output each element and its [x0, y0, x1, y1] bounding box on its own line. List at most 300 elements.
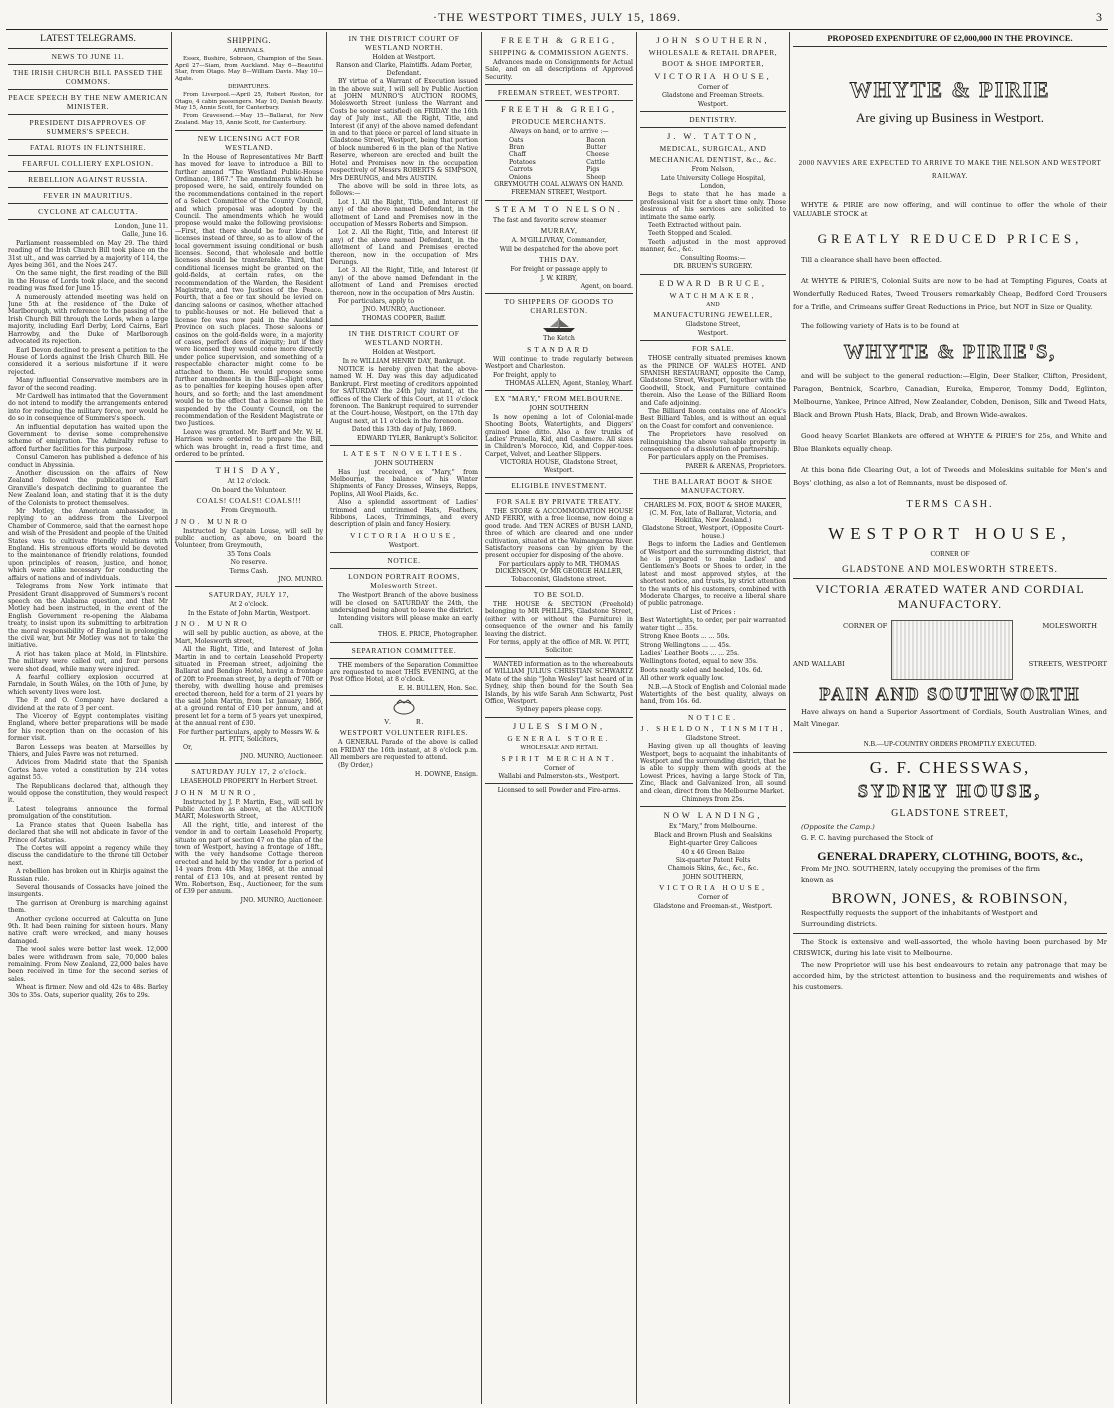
divider	[485, 293, 633, 294]
divider	[330, 642, 478, 643]
produce-item: Cheese	[586, 151, 609, 159]
ad-line: STREETS, WESTPORT	[1028, 659, 1107, 668]
divider	[330, 325, 478, 326]
ad-heading: THIS DAY.	[539, 255, 579, 265]
telegram-paragraph: Mr Cardwell has intimated that the Government do not intend to modify the arrangements entered into for reducing the military force, nor would he do so in consequence of Summers's speech.	[8, 392, 168, 423]
ad-text: Will continue to trade regularly between Westport and Charleston.	[485, 355, 633, 371]
ad-heading: N.B.—UP-COUNTRY ORDERS PROMPTLY EXECUTED.	[863, 739, 1037, 748]
masthead	[0, 8, 1114, 30]
ad-text: The Proprietors have resolved on relinquishing the above valuable property in consequence of a dissolution of partnership.	[640, 431, 786, 453]
telegram-headline: PRESIDENT DISAPPROVES OF SUMMERS'S SPEECH.	[29, 118, 147, 136]
ad-heading: NOW LANDING,	[663, 810, 763, 821]
ad-heading: WESTPORT VOLUNTEER RIFLES.	[339, 728, 469, 738]
ad-line: From Nelson,	[691, 166, 735, 174]
telegram-paragraph: Many influential Conservative members are in favor of the second reading.	[8, 377, 168, 392]
ad-line: MOLESWORTH	[1042, 621, 1097, 630]
ad-heading: TO BE SOLD.	[533, 590, 585, 600]
arrivals-text: Essex, Bushire, Sobraon, Champion of the Seas. April 27—Siam, from Auckland. May 6—Beautiful Star, from Otago. May 8—William Davis. May 10—Agate.	[175, 55, 323, 83]
ad-line: CHARLES M. FOX, BOOT & SHOE MAKER, (C. M. Fox, late of Ballarat, Victoria, and Hokitika, New Zealand.)	[643, 502, 783, 525]
ad-line: DR. BRUEN'S SURGERY.	[673, 263, 753, 271]
ad-heading: THE BALLARAT BOOT & SHOE MANUFACTORY.	[653, 477, 773, 496]
divider	[8, 203, 168, 204]
ad-heading: JULES SIMON,	[512, 720, 606, 731]
price-item: Strong Knee Boots ... ... 50s.	[640, 633, 730, 641]
produce-item: Potatoes	[509, 158, 536, 166]
price-item: Boots neatly soled and heeled, 10s. 6d.	[640, 666, 763, 674]
ad-line: At 2 o'clock.	[229, 601, 269, 609]
divider	[8, 187, 168, 188]
ship-icon	[539, 317, 579, 333]
ad-text: At WHYTE & PIRIE'S, Colonial Suits are now to be had at Tempting Figures, Coats at Wonderfully Reduced Rates, Tweed Trousers remarkably Cheap, Bedford Cord Trousers for a Trifle, and Crimeans suffer Great Reductions in Price, but NOT in Size or Quality.	[793, 277, 1107, 312]
ad-text: Begs to inform the Ladies and Gentlemen of Westport and the surrounding district, that he is prepared to make Ladies' and Gentlemen's Boots or Shoes to order, in the latest and most approved styles, at the shortest notice, and trusts, by strict attention to the wants of his customers, combined with Moderate Charges, to receive a liberal share of public patronage.	[640, 541, 786, 608]
ad-heading: SPIRIT MERCHANT.	[501, 753, 617, 763]
ad-line: Consulting Rooms:—	[680, 254, 746, 262]
price-item: Ladies' Leather Boots ... ... 25s.	[640, 649, 740, 657]
ad-line: Will be despatched for the above port	[499, 245, 619, 253]
ad-heading: EX "MARY," FROM MELBOURNE.	[494, 394, 624, 404]
ad-heading: LONDON PORTRAIT ROOMS, Molesworth Street.	[348, 572, 460, 591]
ad-text: and will be subject to the general reduction:—Elgin, Deer Stalker, Clifton, President, Paragon, Bentnick, Scarbro, Canadian, Eureka, Emperor, Tommy Dodd, Eglinton, Melbourne, Yankee, Prince Alfred, New Zealander, Cobden, Denison, Silk and Tweed Hats, Black and Brown Plush Hats, Black, Drab, and Brown Wide-awakes.	[793, 371, 1107, 419]
ad-text: Begs to state that he has made a professional visit for a short time only. Those desirous of his services are solicited to intimate the same early.	[640, 191, 786, 221]
produce-item: Cattle	[586, 158, 606, 166]
ad-heading: MECHANICAL DENTIST, &c., &c.	[649, 155, 777, 165]
telegram-paragraph: Parliament reassembled on May 29. The third reading of the Irish Church Bill took place on the 31st ult., and was carried by a majority of 114, the Ayes being 361, and the Noes 247.	[8, 239, 168, 270]
ad-heading: WHOLESALE & RETAIL DRAPER,	[648, 48, 778, 57]
ad-text: Till a clearance shall have been effected.	[801, 255, 942, 264]
ad-text: The Stock is extensive and well-assorted, the whole having been purchased by Mr CRISWICK, during his late visit to Melbourne.	[793, 937, 1107, 957]
ad-line: Gladstone and Freeman Streets.	[662, 92, 764, 100]
ad-heading: ELIGIBLE INVESTMENT.	[511, 481, 607, 490]
ad-line: Licensed to sell Powder and Fire-arms.	[497, 787, 621, 795]
page-number: 3	[1096, 10, 1102, 24]
ad-line: FREEMAN STREET, Westport.	[511, 189, 607, 197]
ad-text: THE members of the Separation Committee are requested to meet THIS EVENING, at the Post Office Hotel, at 8 o'clock.	[330, 661, 478, 684]
departures-text: From Liverpool.—April 25, Robert Reston, for Otago, 4 cabin passengers. May 10, Danish Beauty. May 15, Annie Scott, for Canterbury.	[175, 91, 323, 112]
ad-line: Westport.	[388, 541, 420, 549]
ad-line: (Opposite the Camp.)	[801, 822, 875, 831]
ad-signature: EDWARD TYLER, Bankrupt's Solicitor.	[356, 434, 478, 442]
divider	[330, 695, 478, 696]
ad-line: Corner of	[543, 764, 574, 772]
divider	[175, 763, 323, 764]
telegram-paragraph: The wool sales were better last week. 12,000 bales were withdrawn from sale, 70,000 bales remaining. From New Zealand, 22,000 bales have been received in time for the second series of sales.	[8, 946, 168, 983]
ad-line: No reserve.	[230, 559, 268, 567]
ad-signature: JNO. MUNRO, Auctioneer.	[362, 306, 446, 314]
ad-heading: MEDICAL, SURGICAL, AND	[659, 144, 767, 154]
telegram-headline: NEWS TO JUNE 11.	[51, 52, 125, 61]
telegram-paragraph: A fearful colliery explosion occurred at Farndale, in South Wales, on the 10th of June, by which seventy lives were lost.	[8, 673, 168, 696]
telegram-paragraph: Latest telegrams announce the formal promulgation of the constitution.	[8, 805, 168, 821]
divider	[330, 658, 478, 659]
ad-line: For further particulars, apply to Messrs W. & H. PITT, Solicitors,	[178, 728, 320, 743]
ad-line: For particulars apply to MR. THOMAS DICKENSON, Or MR GEORGE HALLER, Tobacconist, Gladstone street.	[495, 560, 623, 583]
arrivals-label: ARRIVALS.	[233, 48, 265, 54]
divider	[485, 657, 633, 658]
ad-heading: WESTPORT HOUSE,	[828, 523, 1072, 543]
ad-line: Gladstone Street, Westport, (Opposite Court-house.)	[642, 525, 784, 540]
telegram-paragraph: The P. and O. Company have declared a dividend at the rate of 3 per cent.	[8, 697, 168, 712]
ad-line: For freight or passage apply to	[510, 266, 608, 274]
divider	[175, 461, 323, 462]
ad-line: Wallabi and Palmerston-sts., Westport.	[498, 772, 620, 780]
whyte-pirie-heading: WHYTE & PIRIE'S,	[843, 340, 1057, 363]
divider	[485, 100, 633, 101]
ad-signature: PARER & ARENAS, Proprietors.	[685, 462, 786, 470]
divider	[793, 752, 1107, 753]
telegram-paragraph: A numerously attended meeting was held on June 5th at the residence of the Duke of Marlborough, with reference to the passing of the Irish Church Bill through the Lords, when a large majority, including Earl Derby, Lord Cairns, Earl Harrowby, and the Duke of Marlborough advocated its rejection.	[8, 293, 168, 346]
landing-item: Six-quarter Patent Felts	[675, 857, 751, 865]
produce-item: Carrots	[509, 166, 533, 174]
telegram-paragraph: La France states that Queen Isabella has declared that she will not abdicate in favor of the Prince of Asturias.	[8, 821, 168, 844]
telegram-paragraph: Another discussion on the affairs of New Zealand followed the publication of Earl Granville's despatch declining to guarantee the New Zealand loan, and stating that it is the duty of the Colonists to protect themselves.	[8, 470, 168, 507]
ad-line: Ranson and Clarke, Plaintiffs. Adam Porter, Defendant.	[335, 62, 473, 77]
telegram-paragraph: The Republicans declared that, although they would oppose the constitution, they would respect it.	[8, 782, 168, 805]
ad-text: BY virtue of a Warrant of Execution issued in the above suit, I will sell by Public Auction at JOHN MUNRO'S AUCTION ROOMS, Molesworth Street (unless the Warrant and Costs be sooner satisfied) on FRIDAY the 16th day of July inst., All the Right, Title, and Interest (if any) of the above named defendant in and to that piece or parcel of land situate in Gladstone Street, Westport, being that portion of block numbered 6 in the plan of the Native Reserve, whereon are erected and built the Hotel and Premises now in the occupation respectively of Messrs ROBERTS & SIMPSON, Mrs DERUNGS, and Mrs AUSTIN.	[330, 78, 478, 182]
ad-heading: V. R.	[384, 717, 424, 727]
produce-item: Pigs	[586, 166, 600, 174]
ad-line: AND WALLABI	[793, 659, 845, 668]
telegram-paragraph: Baron Lesseps was beaten at Marseilles by Thiers, and Jules Favre was not returned.	[8, 743, 168, 759]
ad-line: Gladstone and Freeman-st., Westport.	[653, 902, 773, 910]
ad-heading: MANUFACTURING JEWELLER,	[653, 310, 773, 320]
divider	[175, 130, 323, 131]
ad-heading: VICTORIA HOUSE,	[349, 530, 459, 540]
landing-item: Black and Brown Plush and Sealskins	[654, 831, 772, 839]
ad-heading: VICTORIA HOUSE,	[658, 883, 768, 893]
telegram-paragraph: The garrison at Orenburg is marching against them.	[8, 899, 168, 915]
ad-text: For particulars apply on the Premises.	[648, 454, 769, 462]
ad-line: Respectfully requests the support of the inhabitants of Westport and	[801, 909, 1038, 918]
price-item: Strong Wellingtons ... ... 45s.	[640, 641, 731, 649]
royal-crest-icon	[389, 699, 419, 715]
ad-text: Lot 2. All the Right, Title, and Interest (if any) of the above named Defendant, in the allotment of Land and Premises erected thereon, now in the occupation of Mrs Derungs.	[330, 229, 478, 266]
ad-line: AND	[706, 301, 720, 308]
ad-heading: PAIN AND SOUTHWORTH	[819, 683, 1081, 704]
divider	[640, 806, 786, 807]
ad-line: Gladstone Street.	[685, 734, 741, 742]
ad-line: VICTORIA HOUSE, Gladstone Street, Westport.	[500, 459, 618, 474]
landing-item: Chamois Skins, &c., &c., &c.	[667, 865, 759, 873]
produce-column	[586, 137, 609, 181]
divider	[485, 783, 633, 784]
column-rule	[481, 32, 482, 1404]
ad-heading: SATURDAY JULY 17, 2 o'clock.	[191, 767, 307, 777]
telegram-paragraph: A rebellion has broken out in Khirjis against the Russian rule.	[8, 868, 168, 883]
ad-signature: JNO. MUNRO, Auctioneer.	[240, 896, 323, 904]
ad-text: Has just received, ex "Mary," from Melbourne, the balance of his Winter Shipments of Fancy Dresses, Winseys, Repps, Poplins, All Wool Plaids, &c.	[330, 468, 478, 498]
column-whyte-pirie	[793, 32, 1107, 1404]
landing-item: Eight-quarter Grey Calicoes	[668, 840, 758, 848]
telegram-headline: REBELLION AGAINST RUSSIA.	[28, 175, 148, 184]
telegram-paragraph: Consul Cameron has published a defence of his conduct in Abyssinia.	[8, 454, 168, 469]
ad-heading: FREEMAN STREET, WESTPORT.	[497, 88, 621, 98]
ad-heading: GREATLY REDUCED PRICES,	[817, 230, 1083, 246]
newspaper-title: ·THE WESTPORT TIMES, JULY 15, 1869.	[433, 10, 681, 24]
ad-heading: FREETH & GREIG,	[500, 104, 618, 115]
column-shipping	[175, 32, 323, 1404]
ad-line: Corner of	[697, 894, 728, 902]
ad-heading: GLADSTONE AND MOLESWORTH STREETS.	[842, 564, 1058, 575]
ad-line: Corner of	[697, 84, 728, 91]
divider	[8, 48, 168, 49]
produce-item: Oats	[509, 136, 524, 144]
ad-text: N.B.—A Stock of English and Colonial made Watertights of the best quality, always on hand, from 16s. 6d.	[640, 683, 786, 706]
telegram-paragraph: An influential deputation has waited upon the Government to devise some comprehensive scheme of emigration. The Admiralty refuse to afford further facilities for this purpose.	[8, 423, 168, 453]
ad-heading: 2000 NAVVIES ARE EXPECTED TO ARRIVE TO MAKE THE NELSON AND WESTPORT RAILWAY.	[798, 158, 1102, 180]
ad-line: Always on hand, or to arrive :—	[509, 128, 609, 136]
ad-heading: FOR SALE.	[692, 344, 734, 354]
landing-item: 40 x 46 Green Baize	[681, 848, 745, 856]
ad-heading: SATURDAY, JULY 17,	[208, 590, 290, 600]
ad-line: Late University College Hospital,	[660, 174, 766, 182]
ad-heading: PRODUCE MERCHANTS.	[511, 117, 607, 127]
factory-engraving-icon	[891, 620, 1013, 680]
shipping-title: SHIPPING.	[227, 35, 271, 45]
ad-text: Teeth Stopped and Scaled.	[648, 230, 732, 238]
ad-signature: JNO. MUNRO.	[278, 576, 323, 584]
ad-heading: VICTORIA ÆRATED WATER AND CORDIAL MANUFACTORY.	[815, 581, 1085, 611]
ad-text: Advances made on Consignments for Actual Sale, and on all descriptions of Approved Security.	[485, 59, 633, 81]
divider	[485, 390, 633, 391]
ad-heading: NOTICE.	[387, 556, 421, 566]
ad-heading: GLADSTONE STREET,	[891, 808, 1009, 820]
ad-text: Having given up all thoughts of leaving Westport, begs to acquaint the inhabitants of Westport and the surrounding district, that he is able to supply them with goods at the Lowest Prices, having a large Stock of Tin, Zinc, Black and Galvanized Iron, all sound and clean, direct from the Melbourne Market.	[640, 743, 786, 795]
ad-text: For particulars, apply to	[338, 298, 415, 305]
licensing-paragraph: In the House of Representatives Mr Barff has moved for leave to introduce a Bill to further amend "The Westland Public-House Ordinance, 1867." The amendments which he proposed were, he said, entirely founded on the recommendations contained in the report of a Select Committee of the County Council, and which proposal was adopted by the Council. The amendments which he would propose would make the following provisions:—First, that there should be four kinds of licenses instead of three, so as to allow of the local government issuing conditional or bush licenses. Second, that wholesale and bottle licenses should be transferable. Third, that conditional licenses might be granted on the gold-fields, at certain rates, on the recommendation of the Warden, the Resident Magistrate, and two Justices of the Peace. Fourth, that a fee or tax should be levied on dancing saloons or casinos, whether attached to public-houses or not. He believed that a license fee was now paid in the Auckland Province on such places. Those saloons or casinos on the gold-fields were, in a majority of cases, perfect dens of iniquity; but if they were licensed they would come more directly under police supervision, and something of a respectable character might come to be attached to them. He would propose some further amendments in the Bill—slight ones, as to penalties for keeping houses open after hours, and so forth; and the last amendment would be to the effect that a license might be suspended by the County Council, on the recommendation of the Resident Magistrate or two Justices.	[175, 153, 323, 428]
ad-signature: E. H. BULLEN, Hon. Sec.	[398, 684, 478, 692]
divider	[640, 340, 786, 341]
divider	[640, 274, 786, 275]
ad-line: Or,	[183, 744, 193, 752]
licensing-title: NEW LICENSING ACT FOR WESTLAND.	[197, 133, 301, 152]
ad-heading: EDWARD BRUCE,	[659, 277, 767, 288]
telegram-paragraph: Another cyclone occurred at Calcutta on June 9th. It had been raining for sixteen hours. Many native craft were wrecked, and many houses damaged.	[8, 915, 168, 945]
ad-text: Is now opening a lot of Colonial-made Shooting Boots, Watertights, and Diggers' grained knee ditto. Also a few trunks of Ladies' Prunella, Kid, and Cashmere. All sizes in Children's Morocco, Kid, and Copper-toes. Carpet, Velvet, and Leather Slippers.	[485, 413, 633, 458]
licensing-body	[175, 154, 323, 459]
ad-heading: IN THE DISTRICT COURT OF WESTLAND NORTH.	[348, 34, 460, 52]
telegram-headline: CYCLONE AT CALCUTTA.	[38, 207, 138, 216]
produce-item: Chaff	[509, 151, 526, 159]
divider	[485, 586, 633, 587]
ad-line: A. M'GILLIVRAY, Commander,	[511, 237, 607, 245]
price-item: Best Watertights, to order, per pair warranted water tight ... 35s.	[640, 617, 786, 632]
ad-line: Holden at Westport.	[372, 349, 436, 357]
ad-line: JOHN SOUTHERN,	[682, 873, 744, 881]
ad-text: All the Right, Title, and Interest of John Martin in and to certain Leasehold Property situated in Freeman street, adjoining the Ballarat and Bendigo Hotel, having a frontage of 20ft to Freeman street, by a depth of 70ft or thereby, with dwelling house and premises erected thereon, held for a term of 21 years by the said John Martin, from 1st January, 1866, at a ground rental of £10 per annum, and at present let for a term of 5 years yet unexpired, at the annual rent of £30.	[175, 646, 323, 728]
ad-line: Holden at Westport.	[372, 54, 436, 61]
ad-line: JOHN SOUTHERN	[374, 460, 434, 468]
ad-text: will sell by public auction, as above, at the Mart, Molesworth street,	[175, 630, 323, 645]
divider	[330, 568, 478, 569]
divider	[8, 114, 168, 115]
telegram-headline: THE IRISH CHURCH BILL PASSED THE COMMONS.	[12, 68, 164, 86]
divider	[330, 552, 478, 553]
column-traders	[640, 32, 786, 1404]
ad-text: The fast and favorite screw steamer	[493, 216, 607, 224]
ad-text: At this bona fide Clearing Out, a lot of Tweeds and Moleskins suitable for Men's and Boys' clothing, as also a lot of Remnants, must be disposed of.	[793, 465, 1107, 487]
column-rule	[326, 32, 327, 1404]
ad-line: London,	[700, 183, 726, 191]
ad-text: NOTICE is hereby given that the above-named W. H. Day was this day adjudicated Bankrupt. First meeting of creditors appointed for SATURDAY the 24th July instant, at the offices of the Clerk of this Court, at 11 o'clock forenoon. The Bankrupt required to surrender at the Court-house, Westport, on the 17th day August next, at 11 o'clock in the forenoon.	[330, 366, 478, 425]
ad-line: 35 Tons Coals	[227, 550, 271, 558]
ad-text: THOSE centrally situated premises known as the PRINCE OF WALES HOTEL AND SPANISH RESTAURANT, opposite the Camp, Gladstone Street, Westport, together with the Goodwill, Stock, and Furniture contained therein. Also the Lease of the Billiard Room and Cafe adjoining.	[640, 355, 786, 407]
divider	[793, 578, 1107, 579]
telegram-headline: FATAL RIOTS IN FLINTSHIRE.	[29, 143, 146, 152]
ad-signature: THOMAS COOPER, Bailiff.	[361, 314, 447, 322]
ad-text: Have always on hand a Superior Assortment of Cordials, South Australian Wines, and Malt Vinegar.	[793, 707, 1107, 728]
ad-signature: THOMAS ALLEN, Agent, Stanley, Wharf.	[505, 379, 633, 387]
ad-line: (By Order,)	[338, 762, 373, 770]
telegram-headline: FEARFUL COLLIERY EXPLOSION.	[22, 159, 154, 168]
ad-line: Westport.	[697, 100, 729, 108]
ad-heading: WATCHMAKER,	[669, 290, 757, 300]
ad-line: JOHN SOUTHERN	[529, 405, 589, 413]
telegrams-title: LATEST TELEGRAMS.	[40, 34, 136, 44]
telegram-paragraph: On the same night, the first reading of the Bill in the House of Lords took place, and the second reading was fixed for June 15.	[8, 270, 168, 293]
ad-line: Terms Cash.	[229, 567, 269, 575]
column-rule	[171, 32, 172, 1404]
divider	[8, 89, 168, 90]
telegram-paragraph: Advices from Madrid state that the Spanish Cortes have voted a constitution by 214 votes against 55.	[8, 759, 168, 782]
ad-line: LEASEHOLD PROPERTY In Herbert Street.	[180, 778, 318, 786]
licensing-paragraph: Leave was granted. Mr. Barff and Mr. W. H. Harrison were ordered to prepare the Bill, which was brought in, read a first time, and ordered to be printed.	[175, 428, 323, 459]
ad-line: G. F. C. having purchased the Stock of	[801, 833, 933, 842]
divider	[485, 84, 633, 85]
produce-item: Bacon	[586, 136, 606, 144]
divider	[640, 127, 786, 128]
ad-text: THE STORE & ACCOMMODATION HOUSE AND FERRY, with a free license, now doing a good trade. And TEN ACRES of BUSH LAND, three of which are cleared and one under cultivation, situated at the Waimangaroa River. Satisfactory reasons can by given by the present occupier for disposing of the above.	[485, 508, 633, 560]
ad-text: The Billiard Room contains one of Alcock's Best Billiard Tables, and is without an equal on the Coast for comfort and convenience.	[640, 407, 786, 430]
ad-line: For terms, apply at the office of MR. W. PITT, Solicitor.	[488, 639, 630, 654]
ad-heading: STEAM TO NELSON.	[495, 203, 623, 214]
ad-line: Agent, on board.	[580, 282, 633, 290]
ad-text: The new Proprietor will use his best endeavours to retain any patronage that may be accorded him, by the strictest attention to business and the requirements and wishes of his customers.	[793, 960, 1107, 991]
column-rule	[789, 32, 790, 1404]
price-item: Wellingtons footed, equal to new 35s.	[640, 658, 758, 666]
ad-text: Teeth Extracted without pain.	[648, 222, 742, 230]
ad-text: Instructed by Captain Louse, will sell by public auction, as above, on board the Volunteer, from Greymouth,	[175, 527, 323, 550]
ad-text: The above will be sold in three lots, as follows:—	[330, 182, 478, 198]
ad-heading: J. SHELDON, TINSMITH,	[640, 723, 786, 733]
divider	[793, 46, 1107, 47]
ad-line: Sydney papers please copy.	[515, 706, 603, 714]
ad-heading: DENTISTRY.	[689, 115, 737, 125]
ad-heading: SHIPPING & COMMISSION AGENTS.	[489, 48, 629, 57]
ad-heading: Are giving up Business in Westport.	[856, 109, 1044, 125]
ad-line: GREYMOUTH COAL ALWAYS ON HAND.	[494, 181, 624, 189]
landing-list	[640, 832, 786, 873]
ad-heading: BOOT & SHOE IMPORTER,	[662, 59, 764, 68]
ad-text: Intending visitors will please make an early call.	[330, 615, 478, 630]
telegram-paragraph: The Cortes will appoint a regency while they discuss the candidature to the throne till October next.	[8, 844, 168, 867]
factory-block	[793, 618, 1107, 682]
produce-item: Sheep	[586, 173, 606, 181]
divider	[485, 717, 633, 718]
telegram-paragraph: A riot has taken place at Mold, in Flintshire. The military were called out, and four persons were shot dead, while many were injured.	[8, 650, 168, 673]
divider	[8, 139, 168, 140]
ad-text: The following variety of Hats is to be found at	[801, 322, 960, 331]
column-merchants	[485, 32, 633, 1404]
ad-heading: SEPARATION COMMITTEE.	[351, 645, 457, 655]
ad-heading: PROPOSED EXPENDITURE OF £2,000,000 IN THE PROVINCE.	[827, 33, 1073, 43]
ad-text: The Westport Branch of the above business will be closed on SATURDAY the 24th, the undersigned being about to leave the district.	[330, 592, 478, 614]
dateline: London, June 11.	[114, 223, 168, 230]
ad-line: known as	[801, 875, 834, 884]
divider	[485, 493, 633, 494]
produce-item: Butter	[586, 144, 607, 152]
ad-signature: H. DOWNE, Ensign.	[414, 770, 478, 778]
ad-line: Ex "Mary," from Melbourne.	[668, 823, 758, 831]
telegram-paragraph: The Viceroy of Egypt contemplates visiting England, where better preparations will be made for his reception than on the occasion of his former visit.	[8, 713, 168, 743]
ad-heading: G. F. CHESSWAS,	[869, 758, 1031, 778]
ad-heading: TO SHIPPERS OF GOODS TO CHARLESTON.	[504, 297, 614, 316]
divider	[640, 709, 786, 710]
ad-heading: COALS! COALS!! COALS!!!	[196, 496, 302, 506]
produce-list	[485, 137, 633, 181]
telegram-paragraph: Several thousands of Cossacks have joined the insurgents.	[8, 883, 168, 899]
whyte-pirie-heading: WHYTE & PIRIE	[849, 76, 1051, 102]
ad-text: For freight, apply to	[493, 371, 557, 379]
column-telegrams	[8, 32, 168, 1404]
ad-heading: JOHN SOUTHERN,	[656, 35, 770, 45]
ad-heading: NOTICE.	[688, 712, 738, 722]
ad-line: CORNER OF	[843, 621, 888, 630]
departures-label: DEPARTURES.	[227, 83, 271, 90]
ad-heading: JNO. MUNRO	[175, 619, 250, 629]
telegram-headlines	[8, 52, 168, 220]
ad-heading: STANDARD	[527, 344, 591, 354]
ad-line: Surrounding districts.	[801, 919, 878, 928]
ad-text: Also a splendid assortment of Ladies' trimmed and untrimmed Hats, Feathers, Ribbons, Laces, Trimmings, and every description of plain and fancy Hosiery.	[330, 499, 478, 529]
ad-text: WANTED information as to the whereabouts of WILLIAM JULIUS CHRISTIAN SCHWARTZ Mate of the ship "John Wesley" last heard of in Sydney, ship then bound for the South Sea Islands, by his wife Sarah Ann Schwartz, Post Office, Westport.	[485, 660, 633, 705]
divider	[8, 171, 168, 172]
ad-heading: THIS DAY,	[215, 465, 283, 476]
ad-text: WHYTE & PIRIE are now offering, and will continue to offer the whole of their VALUABLE STOCK at	[793, 200, 1107, 219]
divider	[640, 111, 786, 112]
ad-heading: J. W. TATTON,	[666, 131, 760, 142]
price-list	[640, 617, 786, 682]
ad-line: Gladstone Street,	[685, 321, 741, 329]
ad-heading: FREETH & GREIG,	[500, 35, 618, 45]
telegram-paragraph: Wheat is firmer. New and old 42s to 48s. Barley 30s to 35s. Oats, superior quality, 26s to 29s.	[8, 984, 168, 999]
ad-heading: MURRAY,	[540, 226, 578, 236]
telegram-paragraph: Mr Motley, the American ambassador, in replying to an address from the Liverpool Chamber of Commerce, said that the earnest hope and wish of the President and people of the United States was to cultivate friendly relations with England. His strenuous efforts would be devoted to the maintenance of friendly relations, founded upon principles of reason, justice, and honor, which were alike necessary for conducting the affairs of nations and of individuals.	[8, 508, 168, 582]
ad-text: Lot 1. All the Right, Title, and Interest (if any) of the above named Defendant, in the allotment of Land and Premises now in the occupation of Messrs Roberts and Simpson.	[330, 198, 478, 228]
ad-text: All the right, title, and interest of the vendor in and to certain Leasehold Property, situate on part of section 47 on the plan of the town of Westport, having a frontage of 18ft., with the very handsome Cottage thereon erected and held by the vendor for a period of 14 years from 4th May, 1868, at the annual rental of £13 10s, and at present rented by Wm. Robertson, Esq., Auctioneer, for the sum of £39 per annum.	[175, 821, 323, 896]
telegram-headline: FEVER IN MAURITIUS.	[43, 191, 133, 200]
ad-line: List of Prices :	[690, 608, 736, 616]
masthead-rule	[6, 29, 1108, 30]
ad-line: From Mr JNO. SOUTHERN, lately occupying the premises of the firm	[801, 865, 1040, 874]
ad-heading: JNO. MUNRO	[175, 516, 250, 526]
price-item: All other work equally low.	[640, 675, 724, 683]
ad-heading: JOHN MUNRO,	[175, 787, 259, 797]
divider	[640, 498, 786, 499]
telegram-paragraph: Earl Devon declined to present a petition to the House of Lords against the Irish Church Bill. He considered it a serious misfortune if it were rejected.	[8, 346, 168, 376]
ad-heading: IN THE DISTRICT COURT OF WESTLAND NORTH.	[348, 329, 460, 348]
ad-heading: SYDNEY HOUSE,	[857, 781, 1043, 802]
ad-heading: TERMS CASH.	[906, 498, 994, 510]
column-court	[330, 32, 478, 1404]
ad-text: A GENERAL Parade of the above is called on FRIDAY the 16th instant, at 8 o'clock p.m. All members are requested to attend.	[330, 739, 478, 762]
divider	[793, 933, 1107, 934]
divider	[485, 477, 633, 478]
ad-text: Lot 3. All the Right, Title, and Interest (if any) of the above named Defendant in the allotment of Land and Premises erected thereon, now in the occupation of Mrs Austin.	[330, 267, 478, 297]
ad-line: In the Estate of John Martin, Westport.	[187, 609, 311, 617]
ad-line: Westport.	[697, 329, 729, 337]
telegram-body	[8, 240, 168, 999]
telegram-headline: PEACE SPEECH BY THE NEW AMERICAN MINISTER.	[8, 93, 168, 111]
